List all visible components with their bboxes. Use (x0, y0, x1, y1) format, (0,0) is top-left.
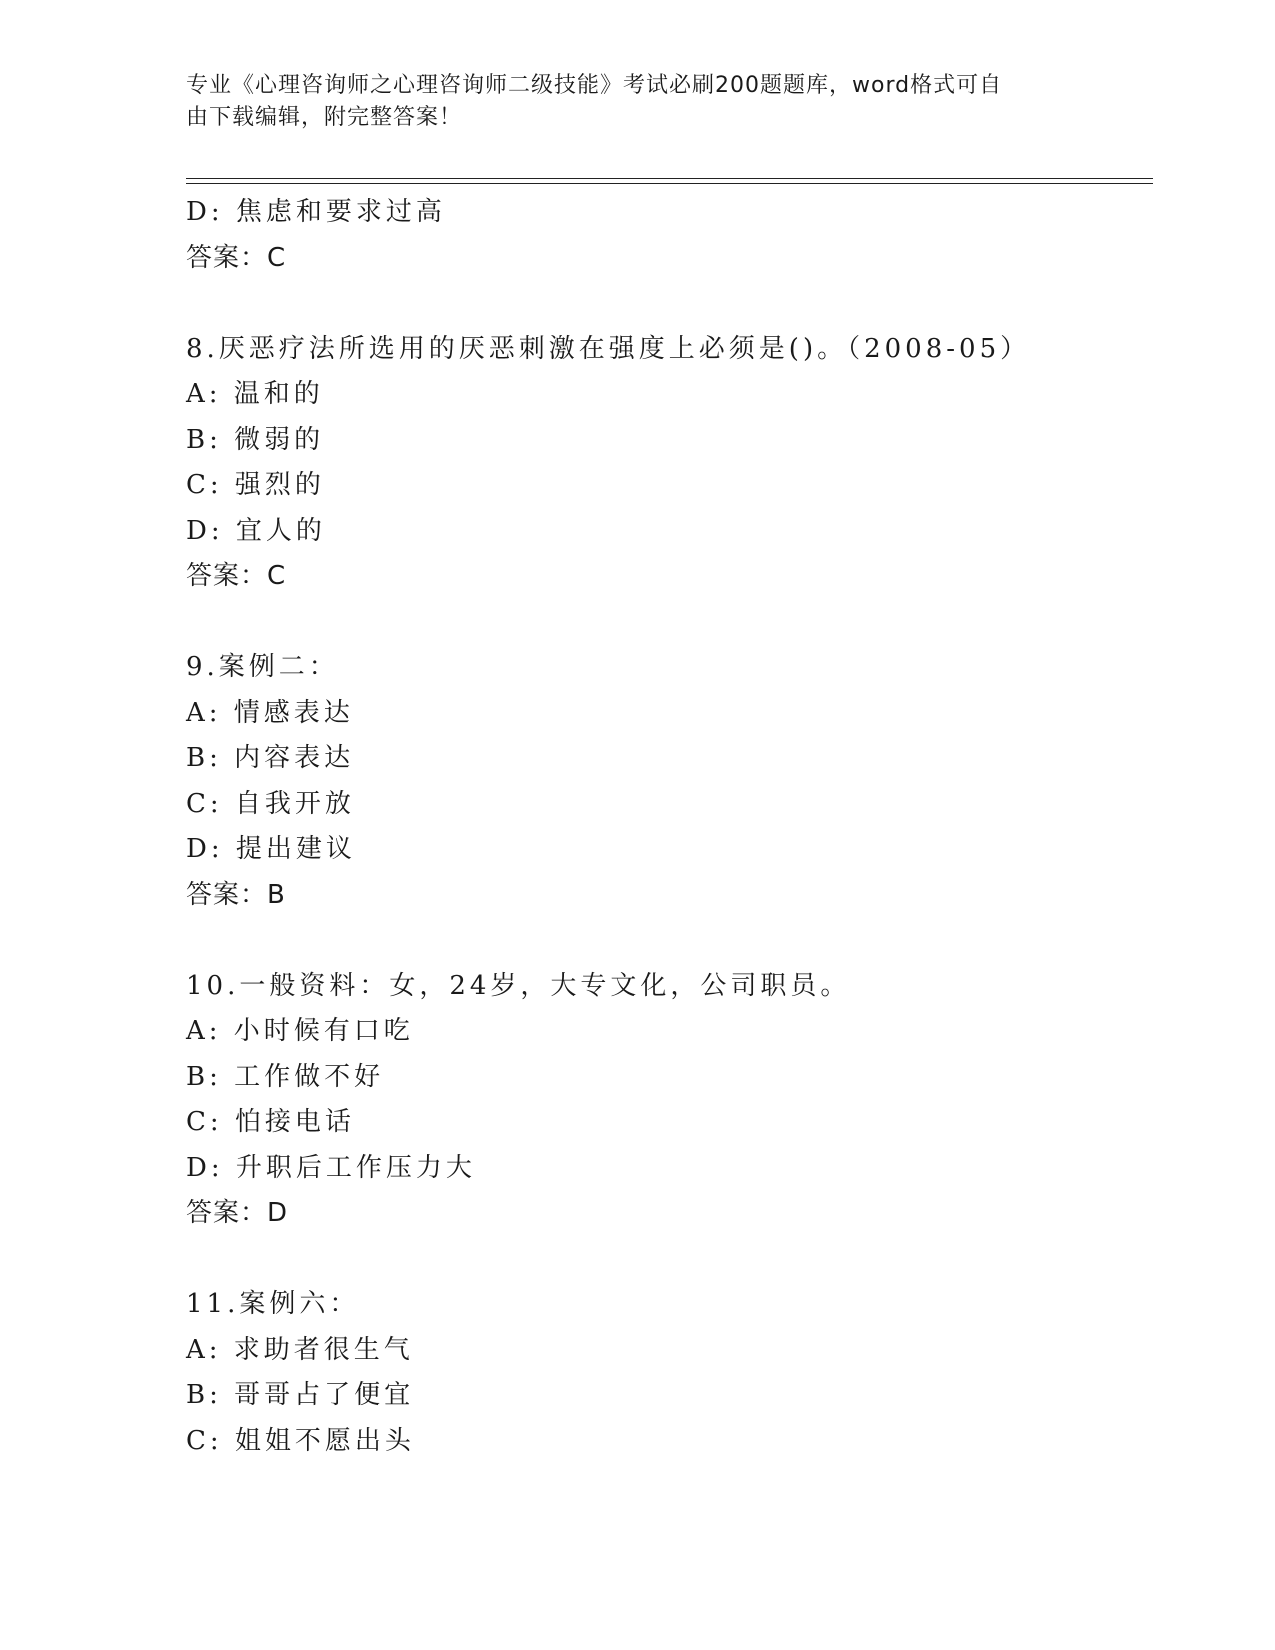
question-stem: 10.一般资料：女，24岁，大专文化，公司职员。 (186, 970, 851, 1001)
option-c: C: 姐姐不愿出头 (186, 1425, 415, 1456)
question-9 (186, 645, 1153, 918)
option-c: C: 怕接电话 (186, 1107, 355, 1137)
option-b: B: 工作做不好 (186, 1061, 385, 1092)
option-a: A: 情感表达 (186, 697, 354, 728)
option-b: B: 微弱的 (186, 424, 325, 455)
answer-line: 答案：D (186, 1198, 289, 1228)
question-8 (186, 327, 1153, 600)
question-11 (186, 1282, 1153, 1464)
header-divider-bottom (186, 183, 1153, 184)
answer-line: 答案：C (186, 242, 287, 273)
spacer (186, 281, 1153, 327)
option-d: D: 焦虑和要求过高 (186, 197, 446, 227)
question-stem: 9.案例二： (186, 652, 339, 682)
option-c: C: 自我开放 (186, 788, 355, 819)
header-line-1: 专业《心理咨询师之心理咨询师二级技能》考试必刷200题题库，word格式可自 (186, 73, 1003, 98)
question-10 (186, 964, 1153, 1237)
option-a: A: 求助者很生气 (186, 1334, 414, 1365)
option-a: A: 温和的 (186, 379, 324, 409)
option-d: D: 宜人的 (186, 515, 326, 546)
answer-line: 答案：B (186, 879, 286, 910)
document-header (186, 70, 1086, 134)
option-a: A: 小时候有口吃 (186, 1016, 414, 1046)
question-list (186, 190, 1153, 1464)
question-stem: 8.厌恶疗法所选用的厌恶刺激在强度上必须是()。（2008-05） (186, 333, 1031, 364)
spacer (186, 1237, 1153, 1283)
answer-line: 答案：C (186, 561, 287, 591)
option-d: D: 提出建议 (186, 834, 356, 864)
option-b: B: 内容表达 (186, 743, 355, 773)
option-c: C: 强烈的 (186, 470, 325, 500)
spacer (186, 918, 1153, 964)
prev-question-tail (186, 190, 1153, 281)
header-line-2: 由下载编辑，附完整答案！ (186, 105, 463, 130)
spacer (186, 600, 1153, 646)
header-divider-top (186, 178, 1153, 179)
option-d: D: 升职后工作压力大 (186, 1152, 476, 1183)
option-b: B: 哥哥占了便宜 (186, 1380, 415, 1410)
question-stem: 11.案例六： (186, 1289, 360, 1319)
